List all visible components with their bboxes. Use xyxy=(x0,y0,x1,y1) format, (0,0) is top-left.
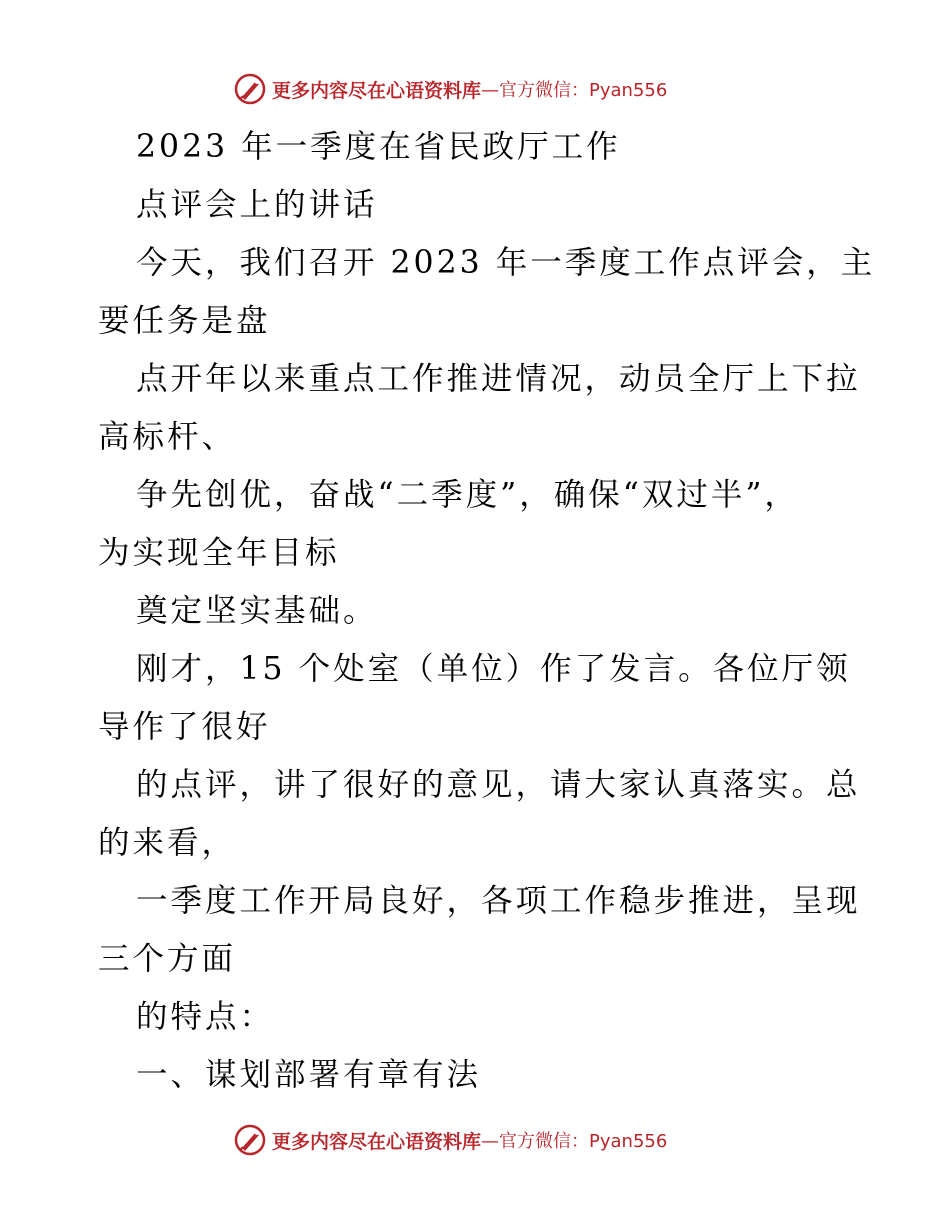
text-line: 一季度工作开局良好，各项工作稳步推进，呈现 xyxy=(136,883,861,919)
watermark-sub-text: —官方微信：Pyan556 xyxy=(481,80,668,101)
text-line: 三个方面 xyxy=(98,941,237,977)
watermark-main-text: 更多内容尽在心语资料库 xyxy=(272,1130,482,1153)
quill-pen-logo-icon xyxy=(234,73,266,105)
document-body xyxy=(98,118,876,1104)
footer-watermark xyxy=(234,1123,667,1157)
text-line: 导作了很好 xyxy=(98,709,271,745)
text-line: 要任务是盘 xyxy=(98,303,271,339)
text-line: 点评会上的讲话 xyxy=(136,187,378,223)
text-line: 奠定坚实基础。 xyxy=(136,593,378,629)
text-line: 争先创优，奋战“二季度”，确保“双过半”， xyxy=(136,477,799,513)
text-line: 的点评，讲了很好的意见，请大家认真落实。总 xyxy=(136,767,861,803)
text-line: 的特点： xyxy=(136,999,275,1035)
quill-pen-logo-icon xyxy=(234,1124,266,1156)
text-line: 2023 年一季度在省民政厅工作 xyxy=(136,129,621,165)
text-line: 刚才，15 个处室（单位）作了发言。各位厅领 xyxy=(136,651,851,687)
watermark-sub-text: —官方微信：Pyan556 xyxy=(481,1131,668,1152)
text-line: 的来看， xyxy=(98,825,237,861)
header-watermark xyxy=(234,72,667,106)
text-line: 点开年以来重点工作推进情况，动员全厅上下拉 xyxy=(136,361,861,397)
text-line: 一、谋划部署有章有法 xyxy=(136,1057,482,1093)
text-line: 今天，我们召开 2023 年一季度工作点评会，主 xyxy=(136,245,876,281)
text-line: 为实现全年目标 xyxy=(98,535,340,571)
text-line: 高标杆、 xyxy=(98,419,237,455)
watermark-main-text: 更多内容尽在心语资料库 xyxy=(272,79,482,102)
